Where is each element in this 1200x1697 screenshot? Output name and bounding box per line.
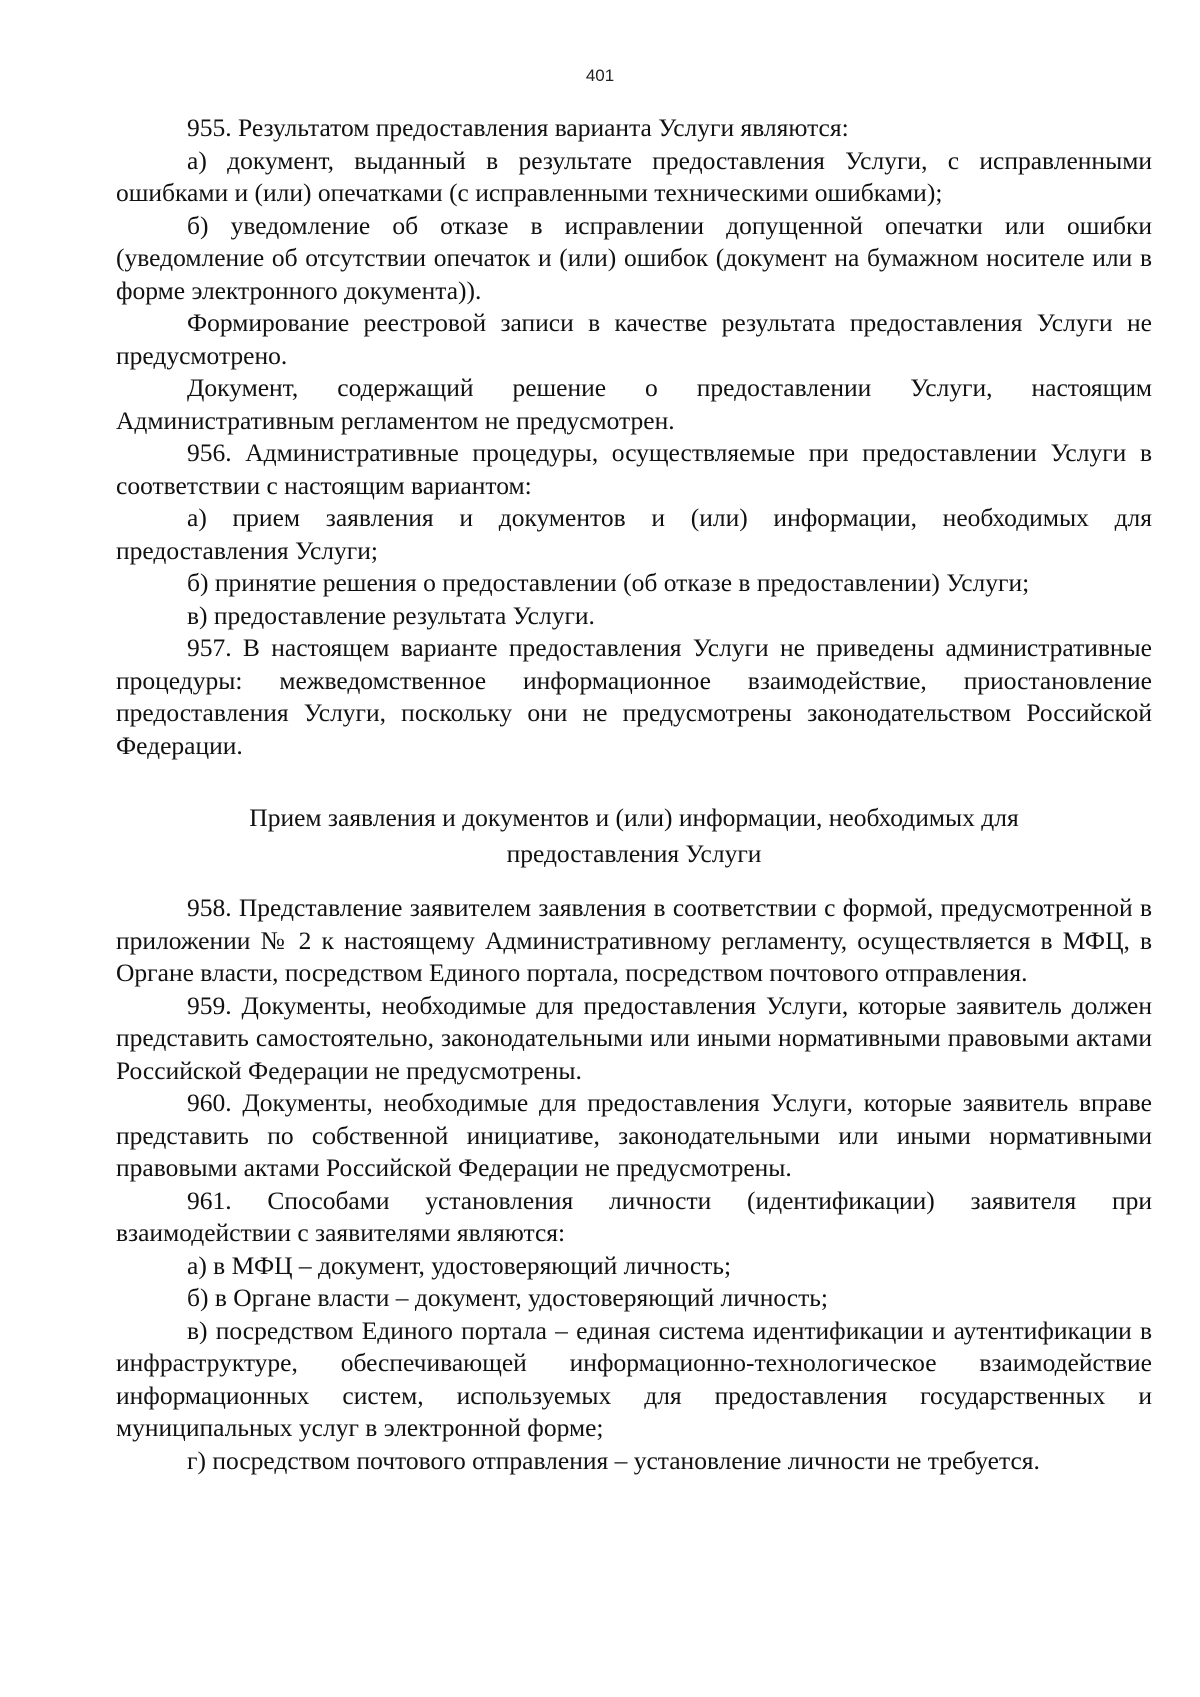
paragraph-961-b: б) в Органе власти – документ, удостоверяющий личность; (187, 1283, 828, 1312)
paragraph-961-a: а) в МФЦ – документ, удостоверяющий личность; (187, 1250, 732, 1280)
section-heading-line-2: предоставления Услуги (506, 839, 762, 868)
paragraph-decision-document: Документ, содержащий решение о предоставлении Услуги, настоящим Административным регламентом не предусмотрен. (116, 373, 1152, 435)
paragraph-956: 956. Административные процедуры, осуществляемые при предоставлении Услуги в соответствии с настоящим вариантом: (116, 438, 1152, 500)
paragraph-961: 961. Способами установления личности (идентификации) заявителя при взаимодействии с заявителями являются: (116, 1185, 1152, 1247)
document-body (116, 112, 1152, 1477)
paragraph-958: 958. Представление заявителем заявления в соответствии с формой, предусмотренной в приложении № 2 к настоящему Административному регламенту, осуществляется в МФЦ, в Органе власти, посредством Единого портала, посредством почтового отправления. (116, 893, 1152, 987)
paragraph-955: 955. Результатом предоставления варианта Услуги являются: (187, 113, 849, 142)
paragraph-955-b: б) уведомление об отказе в исправлении допущенной опечатки или ошибки (уведомление об отсутствии опечаток и (или) ошибок (документ на бумажном носителе или в форме электронного документа)). (116, 210, 1152, 305)
paragraph-956-c: в) предоставление результата Услуги. (187, 600, 595, 630)
paragraph-956-b: б) принятие решения о предоставлении (об отказе в предоставлении) Услуги; (187, 568, 1030, 597)
paragraph-961-d: г) посредством почтового отправления – установление личности не требуется. (187, 1445, 1040, 1475)
paragraph-960: 960. Документы, необходимые для предоставления Услуги, которые заявитель вправе представить по собственной инициативе, законодательными или иными нормативными правовыми актами Российской Федерации не предусмотрены. (116, 1088, 1152, 1182)
paragraph-956-a: а) прием заявления и документов и (или) информации, необходимых для предоставления Услуги; (116, 503, 1152, 565)
paragraph-959: 959. Документы, необходимые для предоставления Услуги, которые заявитель должен представить самостоятельно, законодательными или иными нормативными правовыми актами Российской Федерации не предусмотрены. (116, 990, 1152, 1085)
paragraph-957: 957. В настоящем варианте предоставления Услуги не приведены административные процедуры: межведомственное информационное взаимодействие, приостановление предоставления Услуги, поскольку они не предусмотрены законодательством Российской Федерации. (116, 633, 1152, 760)
paragraph-955-a: а) документ, выданный в результате предоставления Услуги, с исправленными ошибками и (или) опечатками (с исправленными техническими ошибками); (116, 145, 1152, 207)
section-heading (116, 800, 1152, 872)
paragraph-961-c: в) посредством Единого портала – единая система идентификации и аутентификации в инфраструктуре, обеспечивающей информационно-технологическое взаимодействие информационных систем, используемых для предоставления государственных и муниципальных услуг в электронной форме; (116, 1315, 1152, 1442)
paragraph-registry-record: Формирование реестровой записи в качестве результата предоставления Услуги не предусмотрено. (116, 308, 1152, 370)
section-heading-line-1: Прием заявления и документов и (или) информации, необходимых для (249, 803, 1019, 832)
page-number: 401 (585, 66, 615, 85)
